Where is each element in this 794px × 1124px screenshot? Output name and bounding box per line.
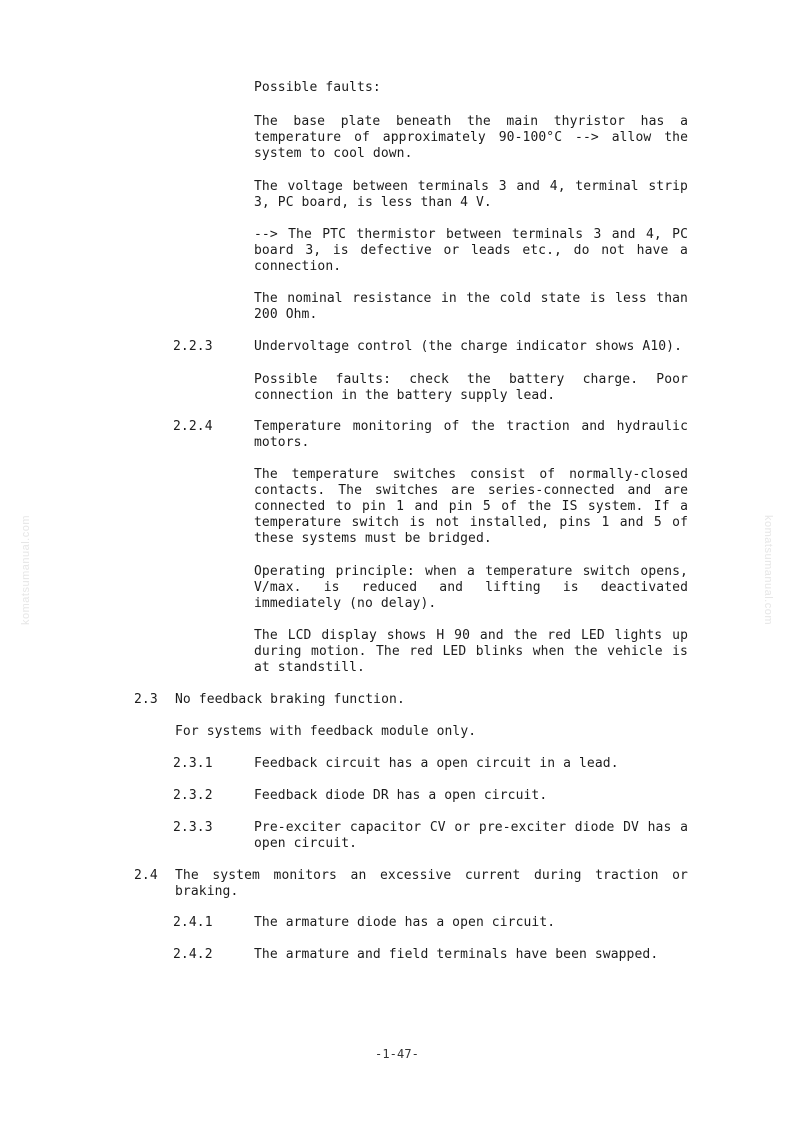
section-number-2-2-3: 2.2.3 (173, 339, 213, 354)
item-number-2-3-1: 2.3.1 (173, 756, 213, 771)
item-number-2-3-3: 2.3.3 (173, 820, 213, 835)
item-number-2-4-2: 2.4.2 (173, 947, 213, 962)
operating-principle-paragraph: Operating principle: when a temperature switch opens, V/max. is reduced and lifting is deactivated immediately (no delay). (254, 564, 688, 611)
section-title-2-4: The system monitors an excessive current during traction or braking. (175, 868, 688, 899)
item-number-2-3-2: 2.3.2 (173, 788, 213, 803)
section-title-2-2-4: Temperature monitoring of the traction and hydraulic motors. (254, 419, 688, 450)
section-number-2-3: 2.3 (134, 692, 158, 707)
section-intro-2-3: For systems with feedback module only. (175, 724, 477, 739)
item-number-2-4-1: 2.4.1 (173, 915, 213, 930)
section-number-2-4: 2.4 (134, 868, 158, 883)
fault-paragraph-ptc: --> The PTC thermistor between terminals 3 and 4, PC board 3, is defective or leads etc., do not have a connection. (254, 227, 688, 274)
fault-paragraph-base-plate: The base plate beneath the main thyristor has a temperature of approximately 90-100°C --> allow the system to cool down. (254, 114, 688, 161)
section-title-2-2-3: Undervoltage control (the charge indicator shows A10). (254, 339, 683, 354)
temperature-switches-paragraph: The temperature switches consist of normally-closed contacts. The switches are series-connected and are connected to pin 1 and pin 5 of the IS system. If a temperature switch is not installed, pins 1 and 5 of these systems must be bridged. (254, 467, 688, 546)
page-number: -1-47- (375, 1047, 419, 1061)
lcd-display-paragraph: The LCD display shows H 90 and the red LED lights up during motion. The red LED blinks when the vehicle is at standstill. (254, 628, 688, 675)
fault-paragraph-voltage: The voltage between terminals 3 and 4, terminal strip 3, PC board, is less than 4 V. (254, 179, 688, 210)
watermark-right: komatsumanual.com (762, 515, 774, 625)
item-text-2-3-3: Pre-exciter capacitor CV or pre-exciter diode DV has a open circuit. (254, 820, 688, 851)
possible-faults-heading: Possible faults: (254, 80, 381, 95)
watermark-left: komatsumanual.com (20, 515, 32, 625)
item-text-2-4-1: The armature diode has a open circuit. (254, 915, 556, 930)
section-number-2-2-4: 2.2.4 (173, 419, 213, 434)
item-text-2-3-1: Feedback circuit has a open circuit in a lead. (254, 756, 619, 771)
undervoltage-faults-paragraph: Possible faults: check the battery charge. Poor connection in the battery supply lead. (254, 372, 688, 403)
fault-paragraph-resistance: The nominal resistance in the cold state is less than 200 Ohm. (254, 291, 688, 322)
section-title-2-3: No feedback braking function. (175, 692, 405, 707)
item-text-2-3-2: Feedback diode DR has a open circuit. (254, 788, 548, 803)
item-text-2-4-2: The armature and field terminals have been swapped. (254, 947, 659, 962)
